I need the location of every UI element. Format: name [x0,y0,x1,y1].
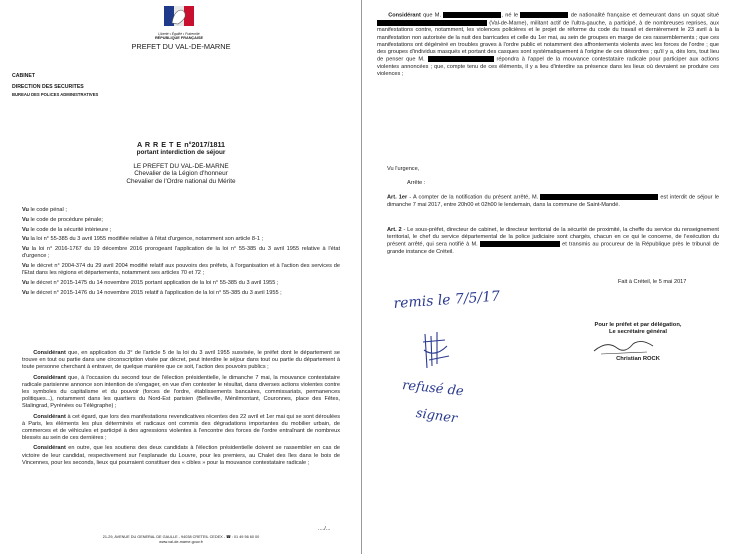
republic-label: RÉPUBLIQUE FRANÇAISE [154,36,204,40]
article-2: Art. 2 - Le sous-préfet, directeur de cabinet, le directeur territorial de la sécurité de proximité, la cheffe du service du renseignement territorial, le chef du service départemental de la police judiciaire sont chargés, chacun en ce qui le concerne, de l'exécution du présent arrêté, qui sera notifié à M. et transmis au procureur de la République près le tribunal de grande instance de Créteil. [387,227,719,256]
considerant-main: Considérant que M. , né le de nationalité française et demeurant dans un squat situé (Val-de-Marne), militant actif de l'ultra-gauche, a participé, à de nombreuses reprises, aux manifestations contre, notamment, les violences policières et le projet de réforme du code du travail et dernièrement le 23 avril à la manifestation non autorisée de la nuit des barricades et celle du 1er mai, au sein de groupes en marge de ces rassemblements ; que ces manifestations ont dégénéré en troubles graves à l'ordre public et notamment des affrontements violents avec les forces de l'ordre ; que des groupes d'individus masqués et portant des casques sont systématiquement à l'origine de ces désordres ; qu'il y a, dès lors, tout lieu de penser que M. répondra à l'appel de la mouvance contestataire radicale pour participer aux actions violentes annoncées ; que, compte tenu de ces éléments, il y a lieu d'interdire sa présence dans les lieux où devraient se produire ces violences ; [377,12,719,78]
redacted-address [377,20,487,26]
prefet-line: Chevalier de la Légion d'honneur [134,170,228,178]
prefet-line: LE PREFET DU VAL-DE-MARNE [133,163,229,170]
considerant-item: Considérant que, en application du 3° de l'article 5 de la loi du 3 avril 1955 susvisée, le préfet dont le département se trouve en tout ou partie dans une circonscription visée par décret, peut interdire le séjour dans tout ou partie du département à toute personne cherchant à entraver, de quelque manière que ce soit, l'action des pouvoirs publics ; [22,350,340,371]
footer-address: 21-29, AVENUE DU GENERAL DE GAULLE - 94038 CRETEIL CEDEX - ☎ : 01 49 56 60 00 [102,535,260,539]
prefet-line: Chevalier de l'Ordre national du Mérite [126,177,236,185]
vu-item: Vu le décret n° 2015-1475 du 14 novembre 2015 portant application de la loi n° 55-385 du 3 avril 1955 ; [22,280,279,287]
continuation-mark: ..../... [318,526,331,532]
marianne-emblem-icon [150,5,208,27]
sign-delegation: Pour le préfet et par délégation, [594,322,682,328]
arrete-prefix: A R R E T E [136,140,185,149]
vu-item: Vu le décret n° 2015-1476 du 14 novembre 2015 relatif à l'application de la loi n° 55-385 du 3 avril 1955 ; [22,289,282,296]
considerant-item: Considérant que, à l'occasion du second tour de l'élection présidentielle, le dimanche 7 mai, la mouvance contestataire radicale parisienne annonce son intention de s'engager, en vue d'en contester le résultat, dans diverses actions violentes contre les symboles du capitalisme et du pouvoir (forces de l'ordre, établissements bancaires, commissariats, permanences politiques...), notamment dans les quartiers du Nord-Est parisien (Belleville, Ménilmontant, Couronnes, place des Fêtes, Stalingrad, Pyrénées ou Télégraphe) ; [22,374,340,410]
arrete-label: Arrête : [407,180,426,186]
urgence: Vu l'urgence, [387,166,420,172]
handwritten-remis: remis le 7/5/17 [393,288,501,312]
handwritten-signer: signer [414,406,459,427]
signature-block [563,322,713,337]
vu-item: Vu le code pénal ; [22,207,67,213]
considerant-item: Considérant en outre, que les soutiens des deux candidats à l'élection présidentielle doivent se rassembler en cas de victoire de leur candidat, respectivement sur l'esplanade du Louvre, pour les premiers, au Chalet des îles dans le bois de Vincennes, pour les seconds, lieux qui pourraient constituer des « cibles » pour la mouvance contestataire radicale ; [22,445,340,466]
sign-title: Le secrétaire général [608,329,667,336]
signer-name: Christian ROCK [616,356,660,362]
person-signature-icon [415,330,455,372]
vu-list [22,207,340,297]
vu-item: Vu la loi n° 55-385 du 3 avril 1955 modifiée relative à l'état d'urgence, notamment son article 8-1 ; [22,236,264,243]
motto: Liberté • Égalité • Fraternité [158,32,200,36]
cabinet-label: CABINET [12,73,36,79]
prefecture-title: PREFET DU VAL-DE-MARNE [131,42,231,51]
vu-item: Vu la loi n° 2016-1767 du 19 décembre 2016 prorogeant l'application de la loi n° 55-385 du 3 avril 1955 relative à l'état d'urgence ; [22,246,340,260]
arrete-number: n°2017/1811 [184,140,226,149]
redacted-name [428,56,494,62]
page-right [363,0,730,554]
fait-date: Fait à Créteil, le 5 mai 2017 [618,279,687,285]
considerant-item: Considérant à cet égard, que lors des manifestations revendicatives récentes des 22 avril et 1er mai qui se sont déroulées à Paris, les éléments les plus déterminés et radicaux ont commis des dégradations importantes du mobilier urbain, de commerces et de véhicules et participé à des agressions violentes à l'encontre des forces de l'ordre entraînant de nombreux blessés au sein de ces dernières ; [22,413,340,442]
prefet-block [60,163,302,185]
redacted-name [480,241,560,247]
arrete-title [60,140,302,149]
page-left [0,0,362,554]
handwritten-refuse: refusé de [401,378,465,400]
considerant-list [22,350,340,467]
redacted-name [443,12,501,18]
redacted-birth [520,12,568,18]
article-1: Art. 1er - A compter de la notification du présent arrêté, M. est interdit de séjour le dimanche 7 mai 2017, entre 20h00 et 02h00 le lendemain, dans la commune de Saint-Mandé. [387,194,719,208]
footer-web: www.val-de-marne.gouv.fr [159,540,203,544]
vu-item: Vu le code de la sécurité intérieure ; [22,226,112,233]
vu-item: Vu le code de procédure pénale; [22,216,103,223]
vu-item: Vu le décret n° 2004-374 du 29 avril 2004 modifié relatif aux pouvoirs des préfets, à l'organisation et à l'action des services de l'Etat dans les régions et départements, notamment ses articles 70 et 72 ; [22,263,340,277]
arrete-subject: portant interdiction de séjour [136,149,226,156]
footer [60,535,302,545]
bureau-label: BUREAU DES POLICES ADMINISTRATIVES [12,92,99,97]
redacted-name [540,194,658,200]
marianne-logo [150,5,208,40]
direction-label: DIRECTION DES SECURITES [12,84,84,90]
prefect-signature-icon [589,336,659,358]
